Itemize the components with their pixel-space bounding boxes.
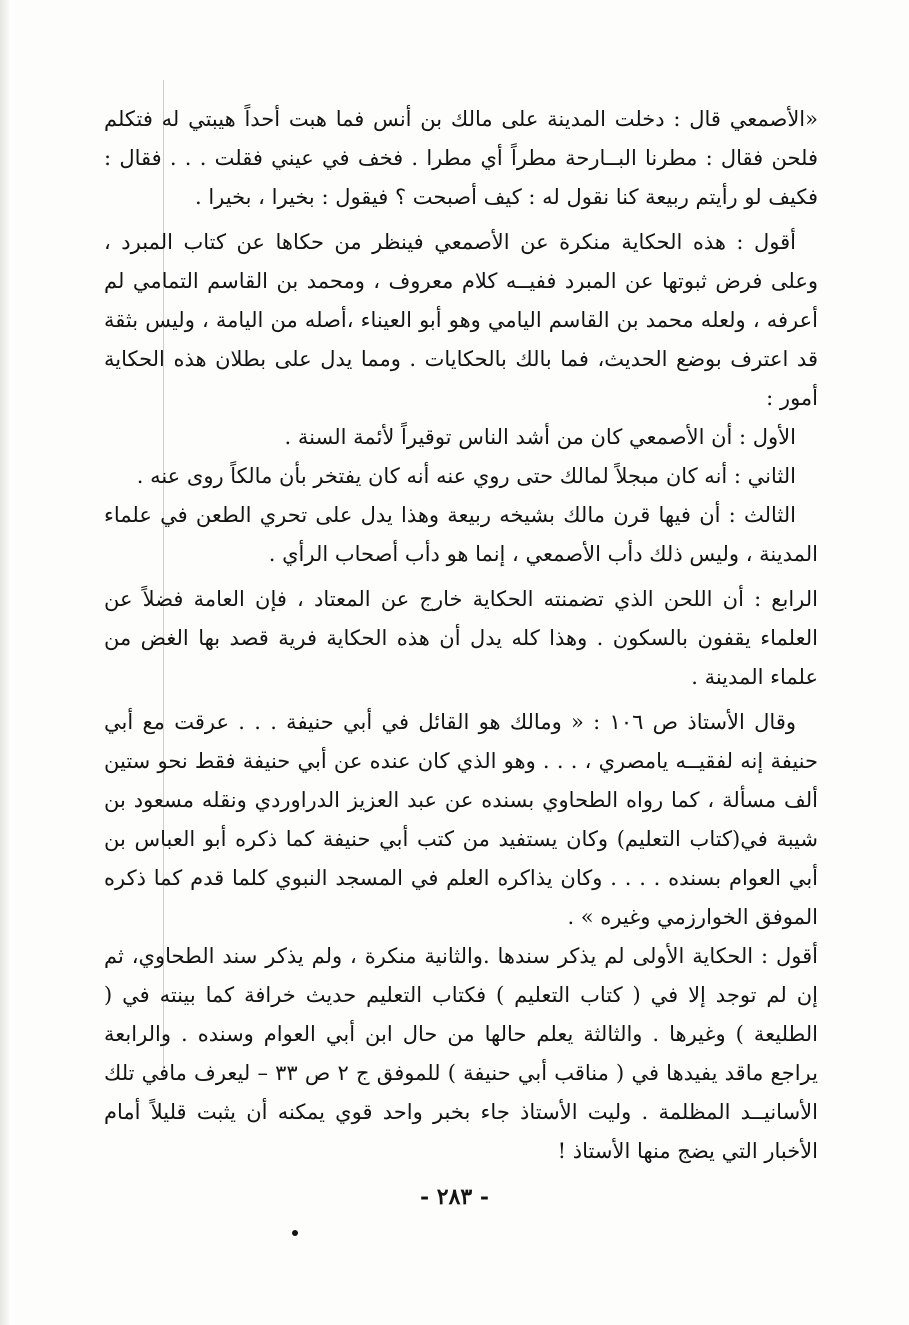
paragraph-aqool-2 xyxy=(104,937,818,1171)
paragraph-fourth-point xyxy=(104,580,818,697)
text-line: يذاكره العلم في المسجد النبوي كلما قدم كما ذكره الموفق الخوارزمي وغيره » . xyxy=(104,866,818,929)
text-line: ( مناقب أبي حنيفة ) للموفق ج ٢ ص ٣٣ – ليعرف مافي تلك الأسانيــد المظلمة . وليت xyxy=(104,1061,818,1124)
text-line: أقول : هذه الحكاية منكرة عن الأصمعي فينظر من حكاها عن كتاب المبرد ، وعلى xyxy=(104,230,818,293)
text-line: الرابع : أن اللحن الذي تضمنته الحكاية خارج عن المعتاد ، فإن العامة فضلاً عن العلماء xyxy=(104,587,818,650)
text-line: يقفون بالسكون . وهذا كله يدل أن هذه الحكاية فرية قصد بها الغض من علماء المدينة . xyxy=(104,626,818,689)
text-line: الأستاذ جاء بخبر واحد قوي يمكنه أن يثبت قليلاً أمام الأخبار التي يضج منها الأستاذ ! xyxy=(104,1100,818,1163)
text-line: بالحكايات . ومما يدل على بطلان هذه الحكاية أمور : xyxy=(104,347,818,410)
text-line: وليس ذلك دأب الأصمعي ، إنما هو دأب أصحاب الرأي . xyxy=(268,542,740,566)
text-line: كنا نقول له : كيف أصبحت ؟ فيقول : بخيرا ، بخيرا . xyxy=(194,185,639,209)
ink-speck xyxy=(292,1230,298,1236)
page-number: - ٢٨٣ - xyxy=(419,1184,490,1210)
paragraph-second-point xyxy=(104,457,818,496)
paragraph-third-point xyxy=(104,496,818,574)
arabic-text-block xyxy=(104,100,818,1171)
text-line: أقول : الحكاية الأولى لم يذكر سندها .والثانية منكرة ، ولم يذكر سند الطحاوي، xyxy=(131,944,818,968)
text-line: القاسم اليامي وهو أبو العيناء ،أصله من اليامة ، وليس بثقة قد اعترف بوضع الحديث، فما بالك xyxy=(104,308,818,371)
text-line: فرض ثبوتها عن المبرد ففيــه كلام معروف ، ومحمد بن القاسم التمامي لم أعرفه ، ولعله محمد بن xyxy=(104,269,818,332)
text-line: وكان يستفيد من كتب أبي حنيفة كما ذكره أبو العباس بن أبي العوام بسنده . . . . وكان xyxy=(104,827,818,890)
text-line: الثالث : أن فيها قرن مالك بشيخه ربيعة وهذا يدل على تحري الطعن في علماء المدينة ، xyxy=(104,503,818,566)
text-line: «الأصمعي قال : دخلت المدينة على مالك بن أنس فما هبت أحداً هيبتي له فتكلم فلحن فقال : xyxy=(104,107,818,170)
page-edge-shadow xyxy=(0,0,10,1325)
text-line: إنه لفقيــه يامصري ، . . . وهو الذي كان عنده عن أبي حنيفة فقط نحو ستين ألف مسألة ، xyxy=(104,749,818,812)
paragraph-asmai-story xyxy=(104,100,818,217)
text-line: كما رواه الطحاوي بسنده عن عبد العزيز الدراوردي ونقله مسعود بن شيبة في(كتاب التعليم) xyxy=(104,788,818,851)
text-line: الثاني : أنه كان مبجلاً لمالك حتى روي عنه أنه كان يفتخر بأن مالكاً روى عنه . xyxy=(136,464,796,488)
text-line: ثم إن لم توجد إلا في ( كتاب التعليم ) فكتاب التعليم حديث خرافة كما بينته في ( الطليعة ) xyxy=(104,944,818,1046)
text-line: وقال الأستاذ ص ١٠٦ : « ومالك هو القائل في أبي حنيفة . . . عرقت مع أبي حنيفة xyxy=(104,710,818,773)
text-line: الأول : أن الأصمعي كان من أشد الناس توقيراً لأئمة السنة . xyxy=(284,425,796,449)
text-line: وغيرها . والثالثة يعلم حالها من حال ابن أبي العوام وسنده . والرابعة يراجع ماقد يفيدها في xyxy=(104,1022,818,1085)
text-line: مطرنا البــارحة مطراً أي مطرا . فخف في عيني فقلت . . . فقال : فكيف لو رأيتم ربيعة xyxy=(104,146,818,209)
paragraph-first-point xyxy=(104,418,818,457)
paragraph-aqool-1 xyxy=(104,223,818,418)
paragraph-ustadh-quote xyxy=(104,703,818,937)
